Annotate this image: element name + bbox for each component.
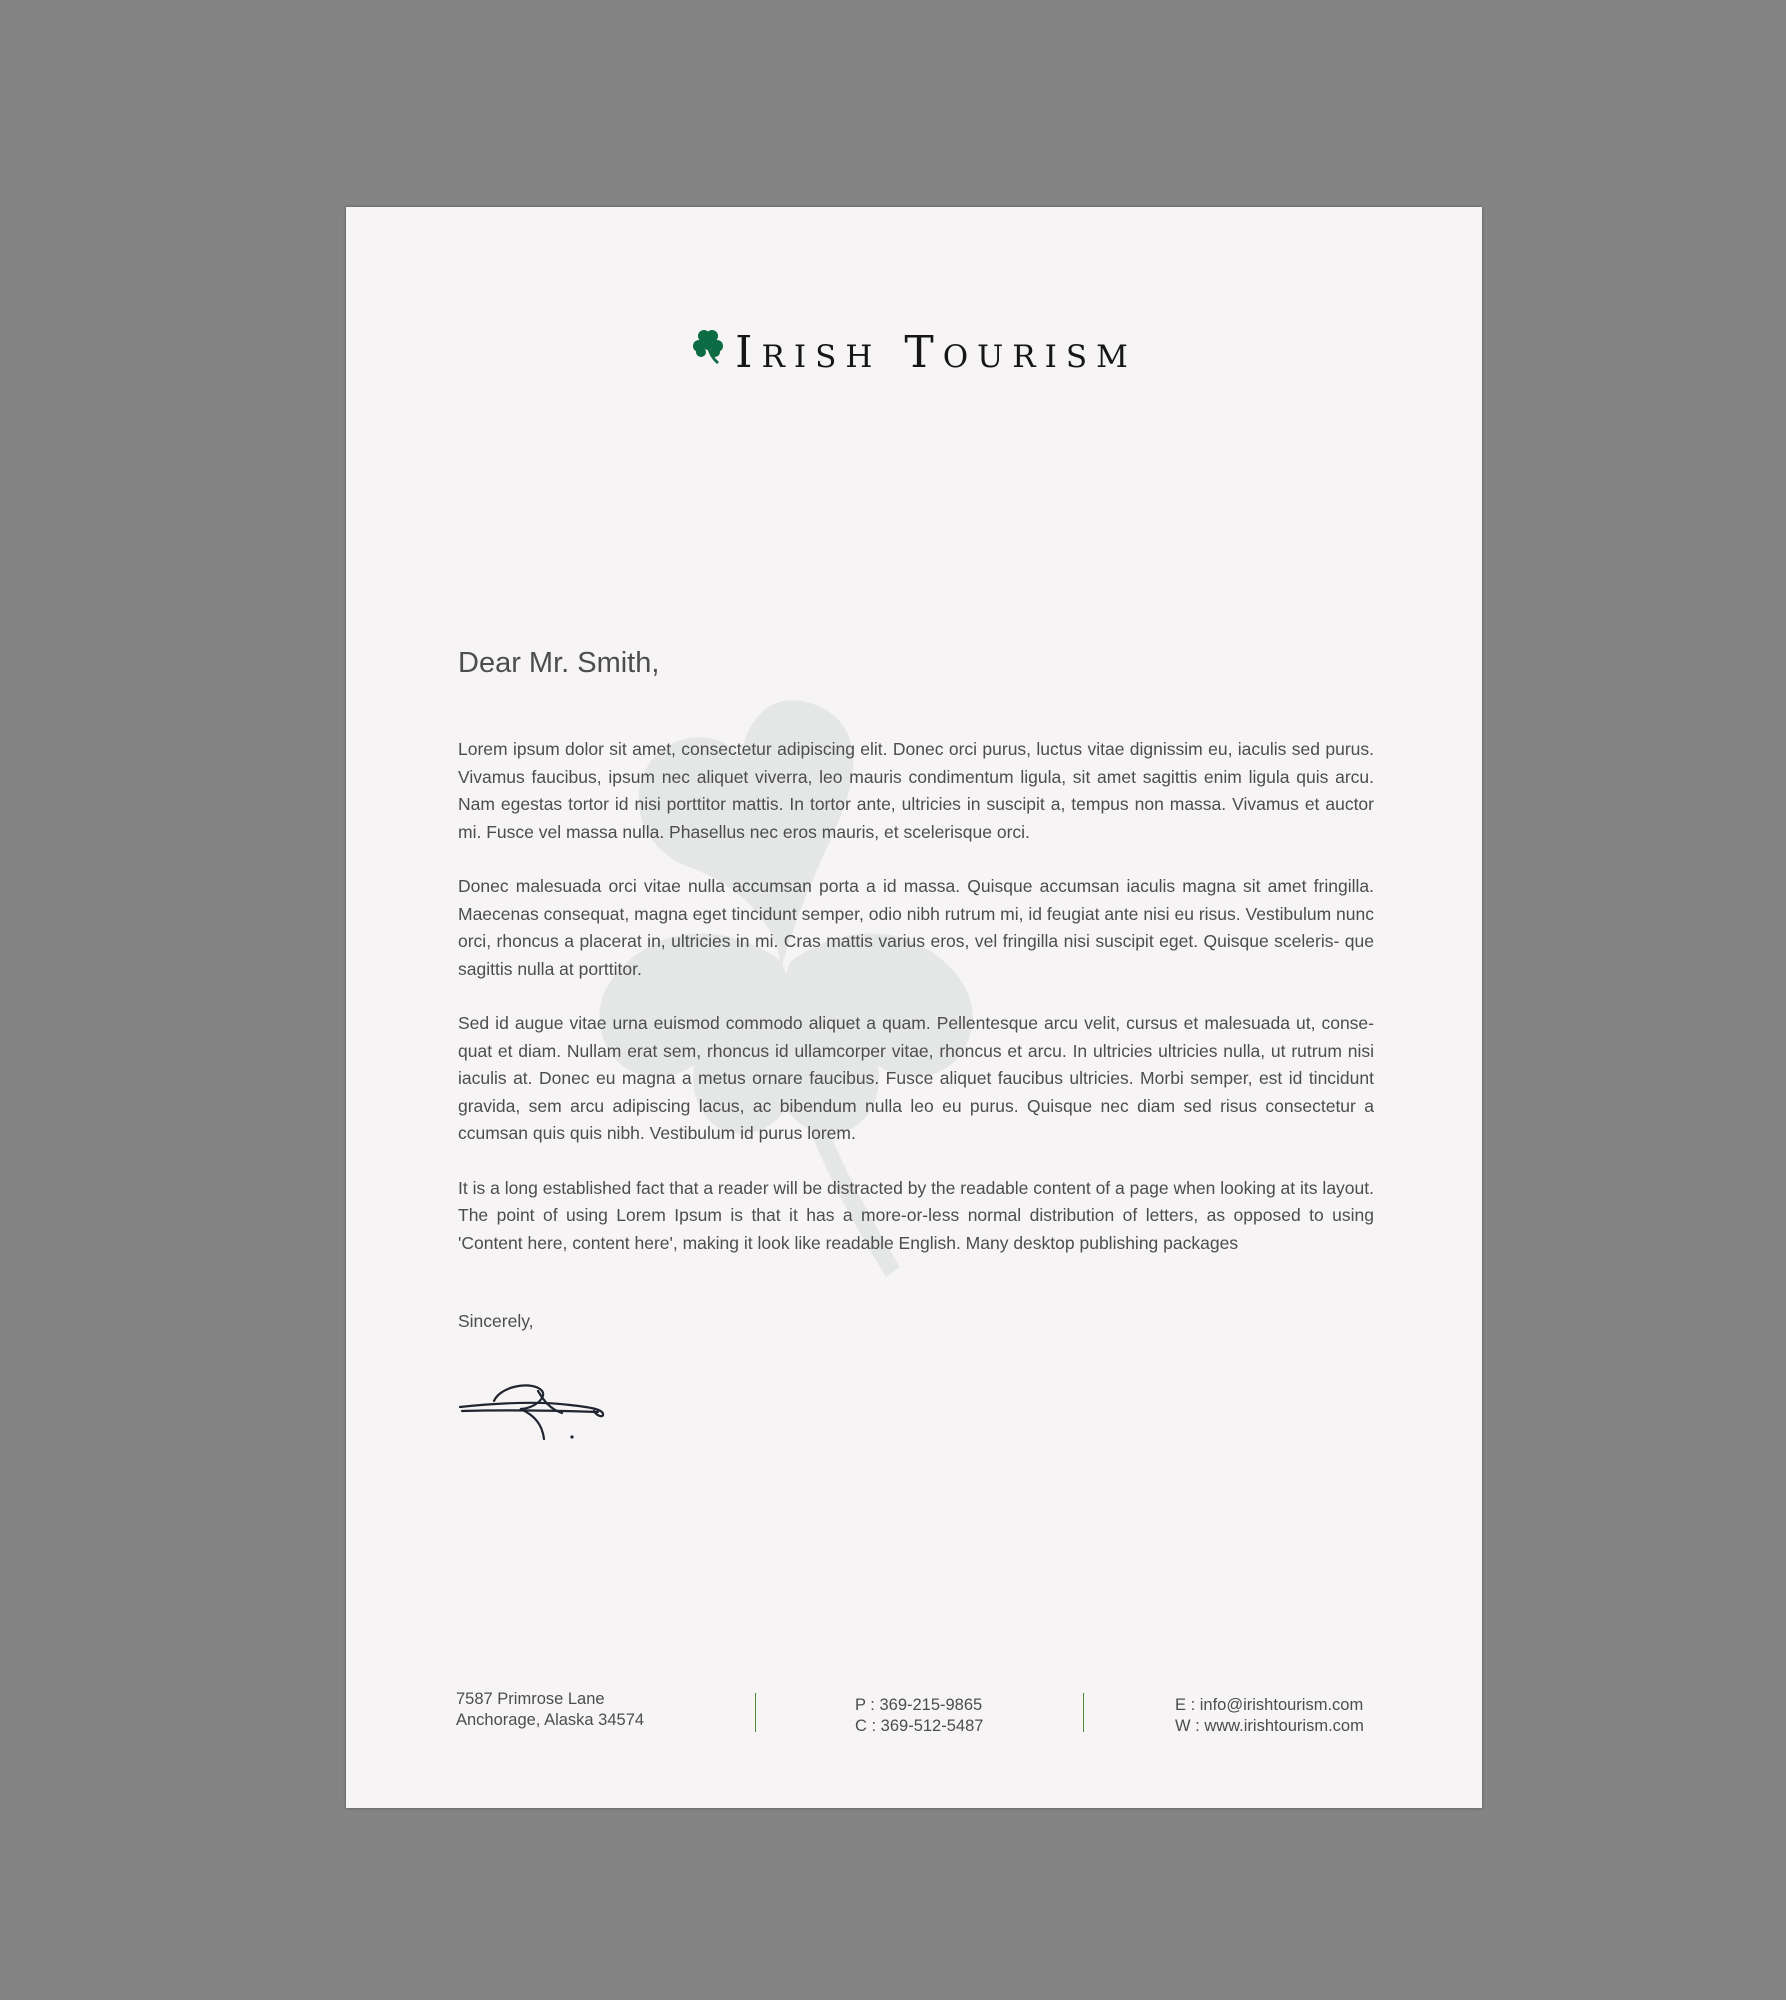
cell-number: C : 369-512-5487 [855,1717,984,1735]
paragraph-2: Donec malesuada orci vitae nulla accumsan porta a id massa. Quisque accumsan iaculis magna sit amet fringilla. Maecenas consequat, magna eget tincidunt semper, odio nibh rutrum mi, id feugiat ante nisi eu risus. Vestibulum nunc orci, rhoncus a placerat in, ultricies in mi. Cras mattis varius eros, vel fringilla nisi suscipit eget. Quisque sceleris- que sagittis nulla at porttitor. [458,876,1374,979]
address-line-2: Anchorage, Alaska 34574 [456,1711,645,1729]
footer-contact [1175,1695,1364,1737]
greeting: Dear Mr. Smith, [458,647,660,679]
footer-divider [1083,1693,1084,1732]
paragraph-4: It is a long established fact that a reader will be distracted by the readable content of a page when looking at its layout. The point of using Lorem Ipsum is that it has a more-or-less normal distribution of letters, as opposed to using 'Content here, content here', making it look like readable English. Many desktop publishing packages [458,1177,1374,1253]
brand-name: Irish Tourism [735,327,1137,378]
letter-body [458,647,1374,1332]
shamrock-icon [691,327,727,367]
phone-number: P : 369-215-9865 [855,1696,983,1714]
letterhead-footer [456,1690,1378,1735]
footer-address [456,1689,644,1731]
signature-icon [458,1379,610,1443]
footer-phones [855,1695,983,1737]
paragraph-3: Sed id augue vitae urna euismod commodo aliquet a quam. Pellentesque arcu velit, cursus et malesuada ut, conse- quat et diam. Nullam erat sem, rhoncus id ullamcorper vitae, rhoncus et arcu. In ultricies ultricies nulla, ut rutrum nisi iaculis at. Donec eu magna a metus ornare faucibus. Fusce aliquet faucibus ultricies. Morbi semper, est id tincidunt gravida, sem arcu adipiscing lacus, ac bibendum nulla leo eu purus. Quisque nec diam sed risus consectetur a ccumsan quis quis nibh. Vestibulum id purus lorem. [458,1013,1374,1143]
closing: Sincerely, [458,1311,534,1331]
paragraph-1: Lorem ipsum dolor sit amet, consectetur adipiscing elit. Donec orci purus, luctus vitae dignissim eu, iaculis sed purus. Vivamus faucibus, ipsum nec aliquet viverra, leo mauris condimentum ligula, sit amet sagittis enim ligula quis arcu. Nam egestas tortor id nisi porttitor mattis. In tortor ante, ultricies in suscipit a, tempus non massa. Vivamus et auctor mi. Fusce vel massa nulla. Phasellus nec eros mauris, et scelerisque orci. [458,739,1374,842]
address-line-1: 7587 Primrose Lane [456,1690,605,1708]
email-address: E : info@irishtourism.com [1175,1696,1364,1714]
footer-divider [755,1693,756,1732]
website-address: W : www.irishtourism.com [1175,1717,1364,1735]
letterhead-page [346,207,1482,1808]
letterhead-logo [346,315,1482,378]
